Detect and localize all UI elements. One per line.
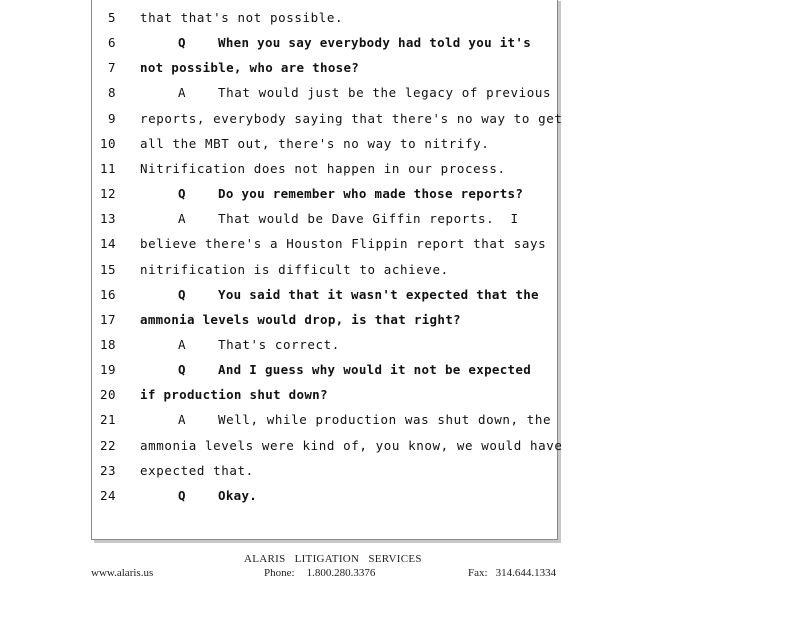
footer-fax bbox=[468, 567, 556, 579]
answer-text: That would just be the legacy of previous bbox=[218, 85, 552, 101]
line-number: 13 bbox=[99, 211, 116, 227]
line-text: expected that. bbox=[140, 462, 254, 478]
transcript-line bbox=[92, 60, 559, 85]
transcript-line bbox=[92, 236, 559, 261]
line-text: all the MBT out, there's no way to nitrify. bbox=[140, 135, 490, 151]
question-marker: Q bbox=[178, 286, 186, 302]
transcript-line bbox=[92, 186, 559, 211]
line-number: 23 bbox=[99, 462, 116, 478]
line-number: 8 bbox=[107, 85, 116, 101]
line-number: 17 bbox=[99, 311, 116, 327]
line-number: 15 bbox=[99, 261, 116, 277]
line-text: believe there's a Houston Flippin report that says bbox=[140, 236, 547, 252]
answer-text: Well, while production was shut down, the bbox=[218, 412, 552, 428]
line-number: 12 bbox=[99, 186, 116, 202]
line-number: 11 bbox=[99, 160, 116, 176]
transcript-line bbox=[92, 35, 559, 60]
footer-company-name: ALARIS LITIGATION SERVICES bbox=[244, 553, 422, 565]
line-number: 18 bbox=[99, 336, 116, 352]
line-text: not possible, who are those? bbox=[140, 60, 360, 76]
line-number: 5 bbox=[107, 10, 116, 25]
footer-phone bbox=[264, 567, 375, 579]
transcript-line bbox=[92, 437, 563, 463]
transcript-line bbox=[92, 136, 559, 161]
transcript-line bbox=[92, 463, 559, 488]
answer-text: That would be Dave Giffin reports. I bbox=[218, 211, 519, 227]
question-marker: Q bbox=[178, 186, 186, 202]
line-number: 19 bbox=[99, 362, 116, 378]
line-text: ammonia levels would drop, is that right? bbox=[140, 311, 461, 327]
question-text: And I guess why would it not be expected bbox=[218, 362, 532, 378]
transcript-line bbox=[92, 387, 559, 412]
answer-marker: A bbox=[178, 412, 186, 428]
footer-website[interactable]: www.alaris.us bbox=[91, 567, 154, 579]
line-number: 20 bbox=[99, 387, 116, 403]
transcript-line bbox=[92, 337, 559, 362]
question-marker: Q bbox=[178, 35, 186, 51]
footer-fax-number: 314.644.1334 bbox=[495, 567, 557, 579]
footer-fax-label: Fax: bbox=[468, 567, 488, 579]
line-number: 10 bbox=[99, 135, 116, 151]
transcript-page bbox=[91, 0, 563, 540]
line-number: 22 bbox=[99, 437, 116, 453]
answer-marker: A bbox=[178, 211, 186, 227]
line-number: 21 bbox=[99, 412, 116, 428]
answer-marker: A bbox=[178, 85, 186, 101]
line-number: 6 bbox=[107, 35, 116, 51]
question-text: Do you remember who made those reports? bbox=[218, 186, 524, 202]
answer-marker: A bbox=[178, 336, 186, 352]
answer-text: That's correct. bbox=[218, 336, 340, 352]
line-number: 9 bbox=[107, 110, 116, 126]
line-text: Nitrification does not happen in our process. bbox=[140, 160, 506, 176]
transcript-line bbox=[92, 362, 559, 387]
transcript-line bbox=[92, 211, 559, 236]
footer-phone-number: 1.800.280.3376 bbox=[306, 567, 376, 579]
question-marker: Q bbox=[178, 362, 186, 378]
transcript-line bbox=[92, 10, 559, 35]
transcript-line bbox=[92, 488, 559, 513]
footer-phone-label: Phone: bbox=[264, 567, 295, 579]
line-text: nitrification is difficult to achieve. bbox=[140, 261, 449, 277]
transcript-line bbox=[92, 412, 559, 437]
transcript-line bbox=[92, 262, 559, 287]
transcript-line bbox=[92, 110, 563, 136]
line-text: reports, everybody saying that there's no way to get bbox=[140, 110, 563, 126]
transcript-line bbox=[92, 161, 559, 186]
line-text: that that's not possible. bbox=[140, 10, 344, 25]
transcript-line bbox=[92, 287, 559, 312]
question-text: You said that it wasn't expected that the bbox=[218, 286, 539, 302]
line-text: ammonia levels were kind of, you know, we would have bbox=[140, 437, 563, 453]
question-text: When you say everybody had told you it's bbox=[218, 35, 532, 51]
line-number: 14 bbox=[99, 236, 116, 252]
question-marker: Q bbox=[178, 487, 186, 503]
line-number: 16 bbox=[99, 286, 116, 302]
question-text: Okay. bbox=[218, 487, 258, 503]
line-number: 24 bbox=[99, 487, 116, 503]
line-text: if production shut down? bbox=[140, 387, 328, 403]
transcript-line bbox=[92, 312, 559, 337]
line-number: 7 bbox=[107, 60, 116, 76]
transcript-line bbox=[92, 85, 559, 110]
